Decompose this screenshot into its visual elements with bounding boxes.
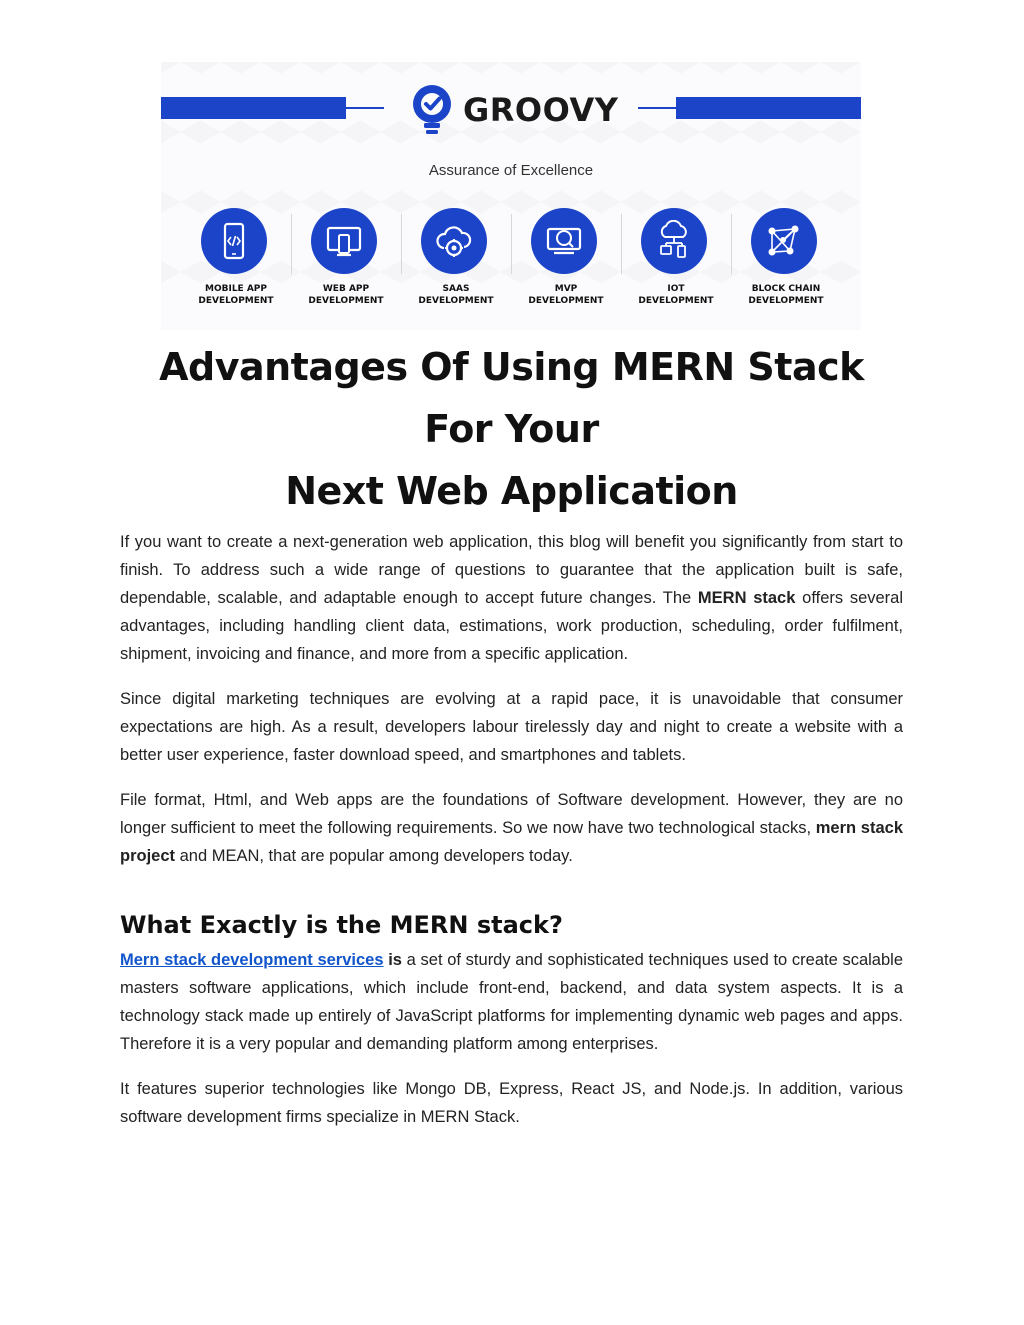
service-web-app: WEB APP DEVELOPMENT	[291, 208, 401, 318]
service-iot: IOT DEVELOPMENT	[621, 208, 731, 318]
blockchain-network-icon	[763, 220, 805, 262]
service-mobile-app: MOBILE APP DEVELOPMENT	[181, 208, 291, 318]
service-mvp: MVP DEVELOPMENT	[511, 208, 621, 318]
groovy-logo	[409, 82, 618, 138]
lightbulb-check-icon	[409, 82, 455, 138]
banner-bar-right	[676, 97, 861, 119]
cloud-gear-icon	[433, 220, 475, 262]
mern-services-link[interactable]: Mern stack development services	[120, 951, 384, 969]
brand-tagline: Assurance of Excellence	[428, 162, 594, 179]
paragraph-definition: Mern stack development services is a set of sturdy and sophisticated techniques used to create scalable masters software applications, which include front-end, backend, and data system aspects. It is a technology stack made up entirely of JavaScript platforms for implementing dynamic web pages and apps. Therefore it is a very popular and demanding platform among enterprises.	[120, 951, 903, 1053]
web-app-icon	[324, 221, 364, 261]
service-saas: SAAS DEVELOPMENT	[401, 208, 511, 318]
banner-line-right	[638, 107, 676, 109]
paragraph-expectations: Since digital marketing techniques are evolving at a rapid pace, it is unavoidable that consumer expectations are high. As a result, developers labour tirelessly day and night to create a website with a better user experience, faster download speed, and smartphones and tablets.	[120, 690, 903, 764]
mern-stack-bold: MERN stack	[697, 589, 796, 607]
services-row	[181, 208, 841, 318]
mvp-monitor-icon	[543, 220, 585, 262]
page-title: Advantages Of Using MERN Stack For Your Next Web Application	[159, 345, 864, 513]
service-blockchain: BLOCK CHAIN DEVELOPMENT	[731, 208, 841, 318]
article	[120, 336, 903, 1131]
groovy-banner	[161, 62, 861, 330]
mobile-code-icon	[214, 221, 254, 261]
section-heading: What Exactly is the MERN stack?	[120, 911, 563, 939]
banner-bar-left	[161, 97, 346, 119]
iot-cloud-icon	[653, 220, 695, 262]
banner-line-left	[346, 107, 384, 109]
paragraph-intro: If you want to create a next-generation web application, this blog will benefit you significantly from start to finish. To address such a wide range of questions to guarantee that the application built is safe, dependable, scalable, and adaptable enough to accept future changes. The MERN stack offers several advantages, including handling client data, estimations, work production, scheduling, order fulfilment, shipment, invoicing and finance, and more from a specific application.	[120, 533, 904, 663]
paragraph-technologies: It features superior technologies like Mongo DB, Express, React JS, and Node.js. In addition, various software development firms specialize in MERN Stack.	[120, 1080, 903, 1126]
mern-stack-project-bold: mern stack project	[120, 819, 903, 865]
brand-name: GROOVY	[463, 91, 619, 129]
paragraph-stacks: File format, Html, and Web apps are the foundations of Software development. However, they are no longer sufficient to meet the following requirements. So we now have two technological stacks, mern stack project and MEAN, that are popular among developers today.	[120, 791, 903, 865]
